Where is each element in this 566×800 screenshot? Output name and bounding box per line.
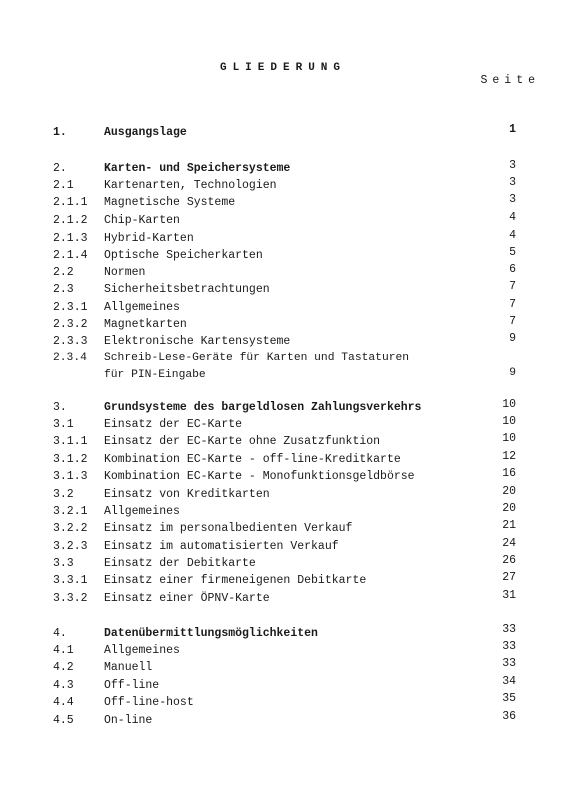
toc-title: Magnetkarten xyxy=(104,318,187,331)
toc-entry xyxy=(0,554,566,574)
toc-entry xyxy=(0,280,566,300)
page-column-header: Seite xyxy=(480,74,540,87)
toc-number: 2.3.1 xyxy=(53,301,88,314)
toc-page: 7 xyxy=(509,315,516,328)
toc-title: Einsatz einer ÖPNV-Karte xyxy=(104,592,270,605)
toc-title: Karten- und Speichersysteme xyxy=(104,162,291,175)
toc-entry xyxy=(0,571,566,591)
toc-number: 3.2.2 xyxy=(53,522,88,535)
toc-page: 9 xyxy=(509,367,516,379)
toc-number: 2.1.4 xyxy=(53,249,88,262)
toc-title: Einsatz einer firmeneigenen Debitkarte xyxy=(104,574,367,587)
toc-entry xyxy=(0,398,566,418)
toc-page: 27 xyxy=(502,571,516,584)
toc-entry xyxy=(0,623,566,644)
toc-entry xyxy=(0,176,566,196)
toc-number: 2.1.2 xyxy=(53,214,88,227)
toc-entry xyxy=(0,352,566,386)
toc-entry xyxy=(0,298,566,318)
toc-entry xyxy=(0,589,566,609)
toc-title: Off-line xyxy=(104,679,160,692)
toc-number: 2.1 xyxy=(53,179,74,192)
toc-number: 2.1.3 xyxy=(53,232,88,245)
toc-page: 3 xyxy=(509,193,516,206)
toc-entry xyxy=(0,315,566,335)
toc-page: 16 xyxy=(502,467,516,480)
toc-page: 9 xyxy=(509,332,516,345)
toc-title: Kombination EC-Karte - off-line-Kreditkarte xyxy=(104,453,401,466)
toc-entry xyxy=(0,467,566,487)
toc-page: 24 xyxy=(502,537,516,550)
toc-title: Allgemeines xyxy=(104,301,180,314)
toc-title: Normen xyxy=(104,266,146,279)
toc-number: 3.1 xyxy=(53,418,74,431)
toc-page: 10 xyxy=(502,432,516,445)
toc-page: 33 xyxy=(502,623,516,636)
toc-number: 3.3 xyxy=(53,557,74,570)
toc-page: 21 xyxy=(502,519,516,532)
toc-page: 35 xyxy=(502,692,516,705)
toc-title: Kombination EC-Karte - Monofunktionsgeldbörse xyxy=(104,470,415,483)
toc-page: 7 xyxy=(509,298,516,311)
toc-number: 3.2.1 xyxy=(53,505,88,518)
toc-page: 20 xyxy=(502,502,516,515)
toc-title: Einsatz der EC-Karte ohne Zusatzfunktion xyxy=(104,435,381,448)
toc-title: Allgemeines xyxy=(104,644,180,657)
toc-entry xyxy=(0,485,566,505)
toc-title: Ausgangslage xyxy=(104,126,187,139)
toc-number: 4.5 xyxy=(53,714,74,727)
toc-page: 4 xyxy=(509,229,516,242)
toc-entry xyxy=(0,657,566,678)
toc-number: 2.3 xyxy=(53,283,74,296)
toc-entry xyxy=(0,193,566,213)
toc-entry xyxy=(0,675,566,696)
toc-title: Chip-Karten xyxy=(104,214,180,227)
toc-page: 34 xyxy=(502,675,516,688)
toc-number: 4.4 xyxy=(53,696,74,709)
toc-entry xyxy=(0,123,566,143)
toc-number: 4.2 xyxy=(53,661,74,674)
toc-page: 33 xyxy=(502,640,516,653)
toc-number: 3.1.3 xyxy=(53,470,88,483)
toc-entry xyxy=(0,263,566,283)
toc-entry xyxy=(0,502,566,522)
toc-number: 3.3.1 xyxy=(53,574,88,587)
toc-entry xyxy=(0,519,566,539)
toc-number: 1. xyxy=(53,126,67,139)
toc-entry xyxy=(0,450,566,470)
toc-title: Schreib-Lese-Geräte für Karten und Tastaturen xyxy=(104,352,410,364)
toc-number: 3.2.3 xyxy=(53,540,88,553)
toc-number: 2.1.1 xyxy=(53,196,88,209)
toc-title: Kartenarten, Technologien xyxy=(104,179,277,192)
toc-entry xyxy=(0,710,566,731)
toc-number: 3.1.1 xyxy=(53,435,88,448)
toc-title: Einsatz im personalbedienten Verkauf xyxy=(104,522,353,535)
toc-title: Einsatz von Kreditkarten xyxy=(104,488,270,501)
toc-page: 6 xyxy=(509,263,516,276)
toc-page: 31 xyxy=(502,589,516,602)
toc-page: 36 xyxy=(502,710,516,723)
toc-number: 3.2 xyxy=(53,488,74,501)
toc-title-continuation: für PIN-Eingabe xyxy=(104,369,206,381)
toc-page: 3 xyxy=(509,159,516,172)
toc-number: 4. xyxy=(53,627,67,640)
page-title: GLIEDERUNG xyxy=(219,62,346,74)
toc-page: 10 xyxy=(502,415,516,428)
toc-page: 20 xyxy=(502,485,516,498)
toc-page: 26 xyxy=(502,554,516,567)
toc-page: 5 xyxy=(509,246,516,259)
toc-number: 3.1.2 xyxy=(53,453,88,466)
toc-title: Elektronische Kartensysteme xyxy=(104,335,291,348)
toc-entry xyxy=(0,159,566,179)
toc-number: 3. xyxy=(53,401,67,414)
toc-page: 33 xyxy=(502,657,516,670)
toc-number: 2.3.2 xyxy=(53,318,88,331)
toc-number: 2.2 xyxy=(53,266,74,279)
toc-entry xyxy=(0,640,566,661)
toc-entry xyxy=(0,229,566,249)
toc-number: 2. xyxy=(53,162,67,175)
toc-entry xyxy=(0,432,566,452)
toc-title: Grundsysteme des bargeldlosen Zahlungsverkehrs xyxy=(104,401,422,414)
toc-title: Einsatz der Debitkarte xyxy=(104,557,256,570)
toc-number: 2.3.3 xyxy=(53,335,88,348)
toc-title: Sicherheitsbetrachtungen xyxy=(104,283,270,296)
toc-page: 10 xyxy=(502,398,516,411)
toc-title: Optische Speicherkarten xyxy=(104,249,263,262)
toc-entry xyxy=(0,692,566,713)
toc-page: 3 xyxy=(509,176,516,189)
toc-number: 3.3.2 xyxy=(53,592,88,605)
toc-page: 7 xyxy=(509,280,516,293)
toc-title: On-line xyxy=(104,714,153,727)
toc-title: Manuell xyxy=(104,661,153,674)
toc-page: 4 xyxy=(509,211,516,224)
toc-entry xyxy=(0,332,566,352)
toc-number: 4.3 xyxy=(53,679,74,692)
toc-entry xyxy=(0,537,566,557)
toc-entry xyxy=(0,246,566,266)
toc-page: 12 xyxy=(502,450,516,463)
toc-entry xyxy=(0,211,566,231)
toc-title: Einsatz der EC-Karte xyxy=(104,418,243,431)
toc-title: Magnetische Systeme xyxy=(104,196,236,209)
toc-title: Off-line-host xyxy=(104,696,194,709)
toc-title: Allgemeines xyxy=(104,505,180,518)
toc-entry xyxy=(0,415,566,435)
toc-number: 4.1 xyxy=(53,644,74,657)
toc-number: 2.3.4 xyxy=(53,352,87,364)
toc-page: 1 xyxy=(509,123,516,136)
toc-title: Hybrid-Karten xyxy=(104,232,194,245)
toc-title: Datenübermittlungsmöglichkeiten xyxy=(104,627,318,640)
toc-title: Einsatz im automatisierten Verkauf xyxy=(104,540,339,553)
